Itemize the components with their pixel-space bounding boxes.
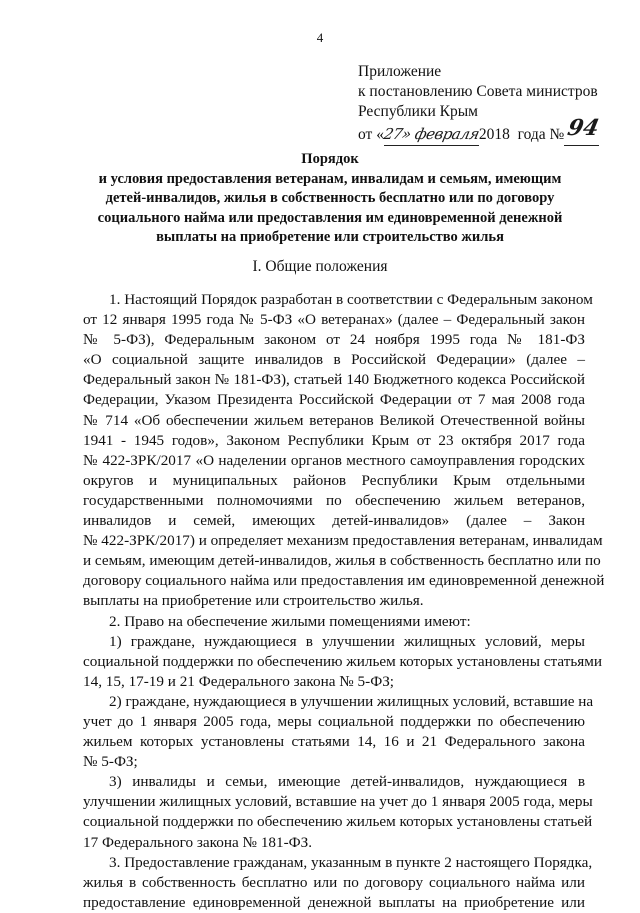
- body-line: № 5-ФЗ;: [83, 753, 138, 771]
- body-line: социальной поддержки по обеспечению жильем которых установлены статьями: [83, 652, 602, 670]
- body-line: Федерации, Указом Президента Российской Федерации от 7 мая 2008 года: [83, 391, 585, 409]
- body-line: и семьям, имеющим детей-инвалидов, жилья в собственность бесплатно или по: [83, 552, 601, 570]
- body-line: 17 Федерального закона № 181-ФЗ.: [83, 833, 313, 851]
- page-number: 4: [316, 30, 324, 45]
- title-line: детей-инвалидов, жилья в собственность бесплатно или по договору: [105, 190, 555, 206]
- handwritten-date-field: [384, 124, 479, 146]
- body-line: 1941 - 1945 годов», Законом Республики Крым от 23 октября 2017 года: [83, 431, 585, 449]
- body-text: [83, 290, 605, 913]
- title-line: Порядок: [301, 151, 359, 167]
- approval-line-republic: Республики Крым: [358, 103, 478, 120]
- body-line: 1. Настоящий Порядок разработан в соответствии с Федеральным законом: [109, 291, 593, 308]
- section-heading: I. Общие положения: [252, 258, 388, 275]
- body-line: 2) граждане, нуждающиеся в улучшении жилищных условий, вставшие на: [109, 692, 594, 710]
- title-line: выплаты на приобретение или строительство жилья: [156, 229, 504, 245]
- body-line: № 422-ЗРК/2017 «О наделении органов местного самоуправления городских: [83, 451, 585, 469]
- approval-block: [358, 62, 628, 146]
- handwritten-number: 94: [565, 115, 602, 141]
- body-line: 1) граждане, нуждающиеся в улучшении жилищных условий, меры: [109, 632, 585, 650]
- title-line: социального найма или предоставления им единовременной денежной: [97, 209, 563, 226]
- approval-date-line: [358, 115, 628, 146]
- body-line: от 12 января 1995 года № 5-ФЗ «О ветеранах» (далее – Федеральный закон: [83, 311, 585, 329]
- body-line: округов и муниципальных районов Республики Крым отдельными: [83, 471, 585, 489]
- body-line: жильем которых установлены статьями 14, 16 и 21 Федерального закона: [83, 733, 585, 751]
- body-line: договору социального найма или предоставления им единовременной денежной: [83, 572, 605, 590]
- date-prefix: от «: [358, 126, 384, 143]
- body-line: № 5-ФЗ), Федеральным законом от 24 ноября 1995 года № 181-ФЗ: [83, 331, 585, 349]
- date-suffix: года №: [517, 126, 565, 143]
- title-line: и условия предоставления ветеранам, инвалидам и семьям, имеющим: [98, 170, 562, 187]
- body-line: жилья в собственность бесплатно или по договору социального найма или: [83, 873, 585, 891]
- body-line: учет до 1 января 2005 года, меры социальной поддержки по обеспечению: [83, 712, 585, 730]
- handwritten-number-field: [564, 115, 602, 146]
- body-line: выплаты на приобретение или строительство жилья.: [83, 592, 424, 610]
- body-line: «О социальной защите инвалидов в Российской Федерации» (далее –: [83, 351, 585, 369]
- body-line: 3) инвалиды и семьи, имеющие детей-инвалидов, нуждающиеся в: [109, 773, 585, 791]
- body-line: государственными полномочиями по обеспечению жильем ветеранов,: [83, 491, 585, 509]
- approval-line-resolution: к постановлению Совета министров: [358, 83, 598, 100]
- body-line: предоставление единовременной денежной выплаты на приобретение или: [83, 893, 585, 911]
- body-line: 14, 15, 17-19 и 21 Федерального закона № 5-ФЗ;: [83, 672, 395, 690]
- document-title: [80, 150, 580, 248]
- handwritten-date: 27» февраля: [382, 125, 481, 143]
- body-line: № 422-ЗРК/2017) и определяет механизм предоставления ветеранам, инвалидам: [83, 532, 603, 550]
- body-line: № 714 «Об обеспечении жильем ветеранов Великой Отечественной войны: [83, 411, 585, 429]
- body-line: Федеральный закон № 181-ФЗ), статьей 140 Бюджетного кодекса Российской: [83, 371, 585, 389]
- body-line: социальной поддержки по обеспечению жильем которых установлены статьей: [83, 813, 593, 831]
- approval-line-appendix: Приложение: [358, 63, 442, 80]
- body-line: 3. Предоставление гражданам, указанным в пункте 2 настоящего Порядка,: [109, 853, 593, 871]
- body-line: инвалидов и семей, имеющих детей-инвалидов» (далее – Закон: [83, 512, 585, 530]
- body-line: 2. Право на обеспечение жилыми помещениями имеют:: [109, 612, 471, 630]
- body-line: улучшении жилищных условий, вставшие на учет до 1 января 2005 года, меры: [83, 793, 593, 811]
- date-year: 2018: [478, 126, 510, 143]
